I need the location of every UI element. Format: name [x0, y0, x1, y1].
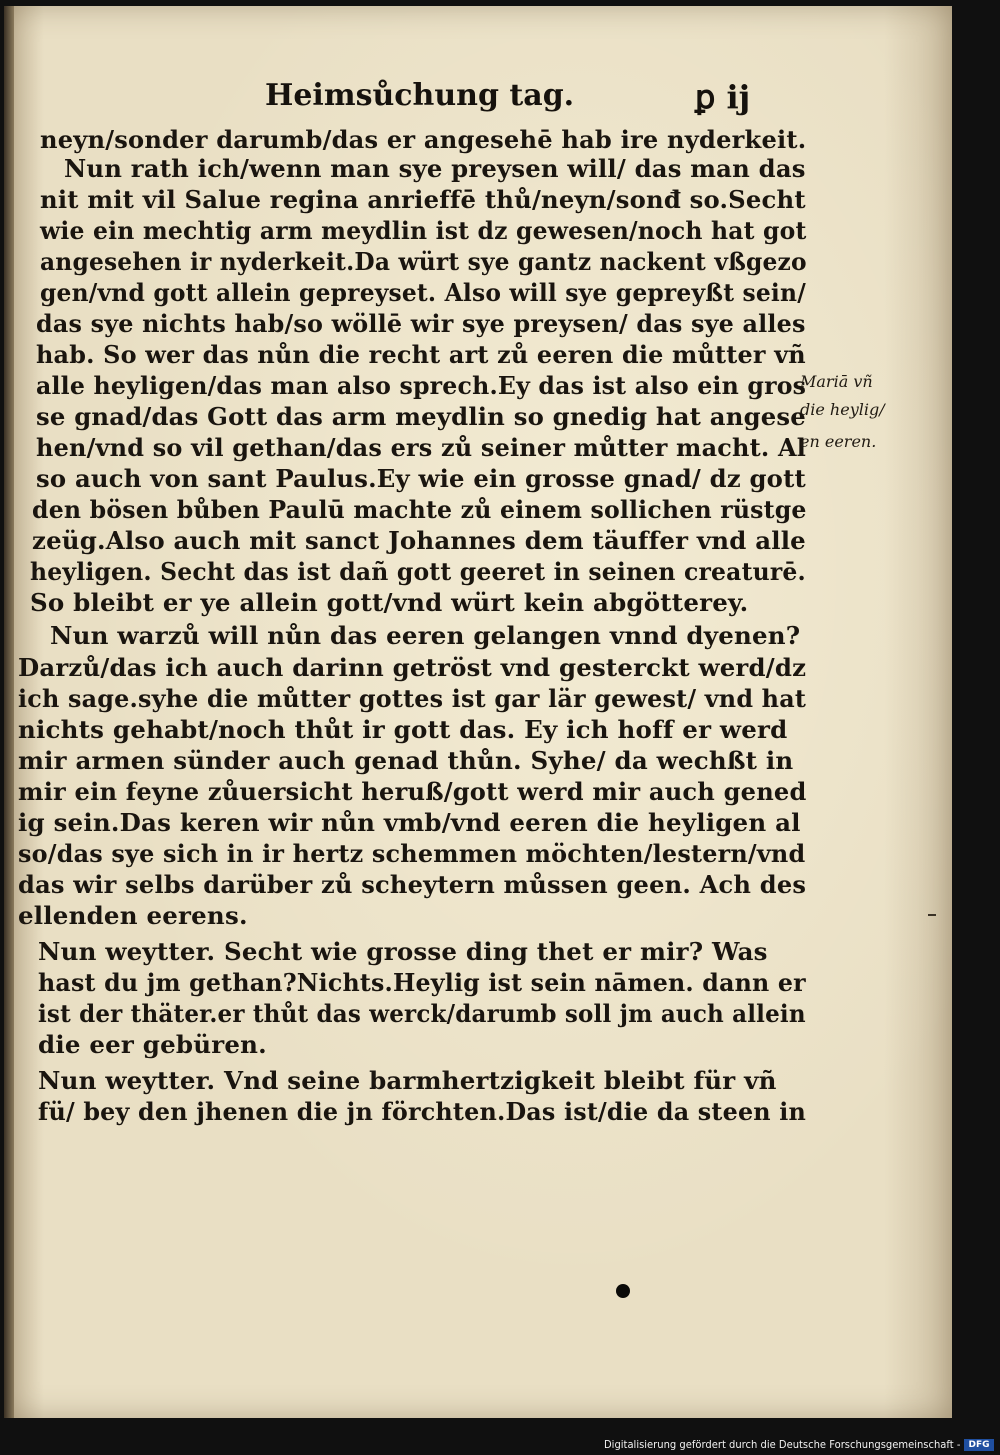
text-line: hab. So wer das nůn die recht art zů eeren die můtter vñ — [36, 340, 806, 369]
folio-number: ꝑ ij — [695, 78, 751, 116]
text-line: alle heyligen/das man also sprech.Ey das ist also ein gros — [36, 371, 807, 400]
marginal-note-line: die heylig/ — [800, 400, 885, 419]
text-line: das wir selbs darüber zů scheytern můssen geen. Ach des — [18, 870, 807, 899]
text-line: heyligen. Secht das ist dañ gott geeret in seinen creaturē. — [30, 557, 806, 586]
text-line: neyn/sonder darumb/das er angesehē hab ire nyderkeit. — [40, 125, 807, 154]
text-line: nit mit vil Salue regina anrieffē thů/neyn/sonđ so.Secht — [40, 185, 806, 214]
text-line: mir ein feyne zůuersicht heruß/gott werd mir auch gened — [18, 777, 807, 806]
marginal-note-line: en eeren. — [800, 432, 877, 451]
page-gutter — [4, 6, 14, 1418]
text-line: ist der thäter.er thůt das werck/darumb soll jm auch allein — [38, 999, 806, 1028]
text-line: so/das sye sich in ir hertz schemmen möchten/lestern/vnd — [18, 839, 806, 868]
text-line: Nun weytter. Secht wie grosse ding thet er mir? Was — [38, 937, 768, 966]
text-line: angesehen ir nyderkeit.Da würt sye gantz nackent vßgezo — [40, 247, 807, 276]
text-line: mir armen sünder auch genad thůn. Syhe/ da wechßt in — [18, 746, 794, 775]
page-edge-mark — [928, 914, 936, 916]
text-line: hast du jm gethan?Nichts.Heylig ist sein nāmen. dann er — [38, 968, 806, 997]
text-line: das sye nichts hab/so wöllē wir sye preysen/ das sye alles — [36, 309, 806, 338]
text-line: nichts gehabt/noch thůt ir gott das. Ey ich hoff er werd — [18, 715, 788, 744]
text-line: Nun weytter. Vnd seine barmhertzigkeit bleibt für vñ — [38, 1066, 777, 1095]
text-line: wie ein mechtig arm meydlin ist dz gewesen/noch hat got — [40, 216, 807, 245]
text-line: hen/vnd so vil gethan/das ers zů seiner můtter macht. Al — [36, 433, 807, 462]
text-line: So bleibt er ye allein gott/vnd würt kein abgötterey. — [30, 588, 749, 617]
text-line: den bösen bůben Paulū machte zů einem sollichen rüstge — [32, 495, 807, 524]
text-line: ig sein.Das keren wir nůn vmb/vnd eeren die heyligen al — [18, 808, 801, 837]
text-line: Nun rath ich/wenn man sye preysen will/ das man das — [64, 154, 806, 183]
page-header — [265, 78, 785, 122]
running-title: Heimsůchung tag. — [265, 78, 575, 113]
ink-dot — [616, 1284, 630, 1298]
text-line: se gnad/das Gott das arm meydlin so gnedig hat angese — [36, 402, 806, 431]
marginal-note-line: Mariā vñ — [800, 372, 873, 391]
text-line: Darzů/das ich auch darinn getröst vnd gesterckt werd/dz — [18, 653, 807, 682]
text-line: so auch von sant Paulus.Ey wie ein grosse gnad/ dz gott — [36, 464, 806, 493]
text-line: die eer gebüren. — [38, 1030, 267, 1059]
text-line: ellenden eerens. — [18, 901, 248, 930]
digitization-credit: Digitalisierung gefördert durch die Deutsche Forschungsgemeinschaft - — [604, 1438, 961, 1451]
dfg-logo: DFG — [964, 1439, 994, 1451]
text-line: fü/ bey den jhenen die jn förchten.Das ist/die da steen in — [38, 1097, 807, 1126]
text-line: Nun warzů will nůn das eeren gelangen vnnd dyenen? — [50, 621, 801, 650]
text-line: zeüg.Also auch mit sanct Johannes dem täuffer vnd alle — [32, 526, 806, 555]
text-line: ich sage.syhe die můtter gottes ist gar lär gewest/ vnd hat — [18, 684, 807, 713]
text-line: gen/vnd gott allein gepreyset. Also will sye gepreyßt sein/ — [40, 278, 806, 307]
